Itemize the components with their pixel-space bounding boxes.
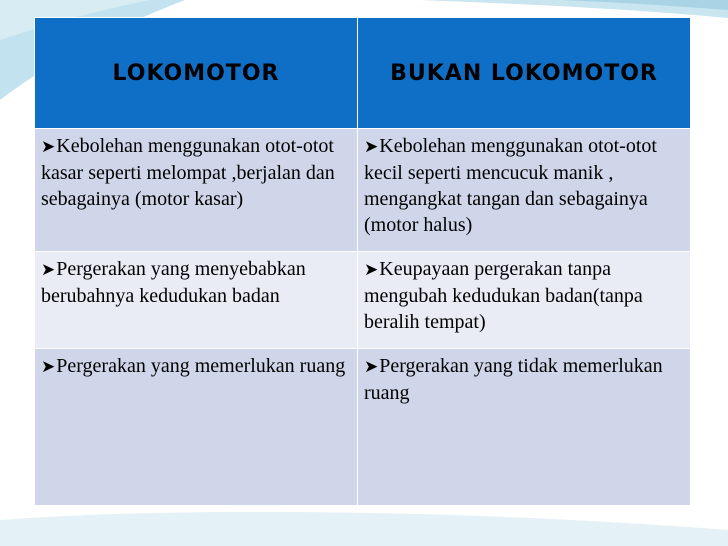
arrow-right-icon: ➤ [41,357,56,376]
cell-text: Kebolehan menggunakan otot-otot kecil seperti mencucuk manik , mengangkat tangan dan sebagainya (motor halus) [364,135,657,236]
table-header-row [35,18,691,129]
wave-bottom [0,512,728,546]
header-bukan-lokomotor: BUKAN LOKOMOTOR [358,18,691,129]
cell-text: Keupayaan pergerakan tanpa mengubah kedudukan badan(tanpa beralih tempat) [364,258,643,333]
table-cell [35,349,358,506]
comparison-table [34,17,691,506]
header-lokomotor: LOKOMOTOR [35,18,358,129]
cell-text: Pergerakan yang tidak memerlukan ruang [364,355,663,404]
arrow-right-icon: ➤ [364,357,379,376]
table-row [35,349,691,506]
table-cell [35,129,358,252]
cell-text: Pergerakan yang menyebabkan berubahnya kedudukan badan [41,258,306,307]
arrow-right-icon: ➤ [364,260,379,279]
arrow-right-icon: ➤ [41,260,56,279]
arrow-right-icon: ➤ [364,137,379,156]
table-cell [358,349,691,506]
cell-text: Kebolehan menggunakan otot-otot kasar seperti melompat ,berjalan dan sebagainya (motor kasar) [41,135,335,210]
table-row [35,252,691,349]
table-cell [358,129,691,252]
table-cell [35,252,358,349]
table-row [35,129,691,252]
table-cell [358,252,691,349]
arrow-right-icon: ➤ [41,137,56,156]
cell-text: Pergerakan yang memerlukan ruang [56,355,346,377]
